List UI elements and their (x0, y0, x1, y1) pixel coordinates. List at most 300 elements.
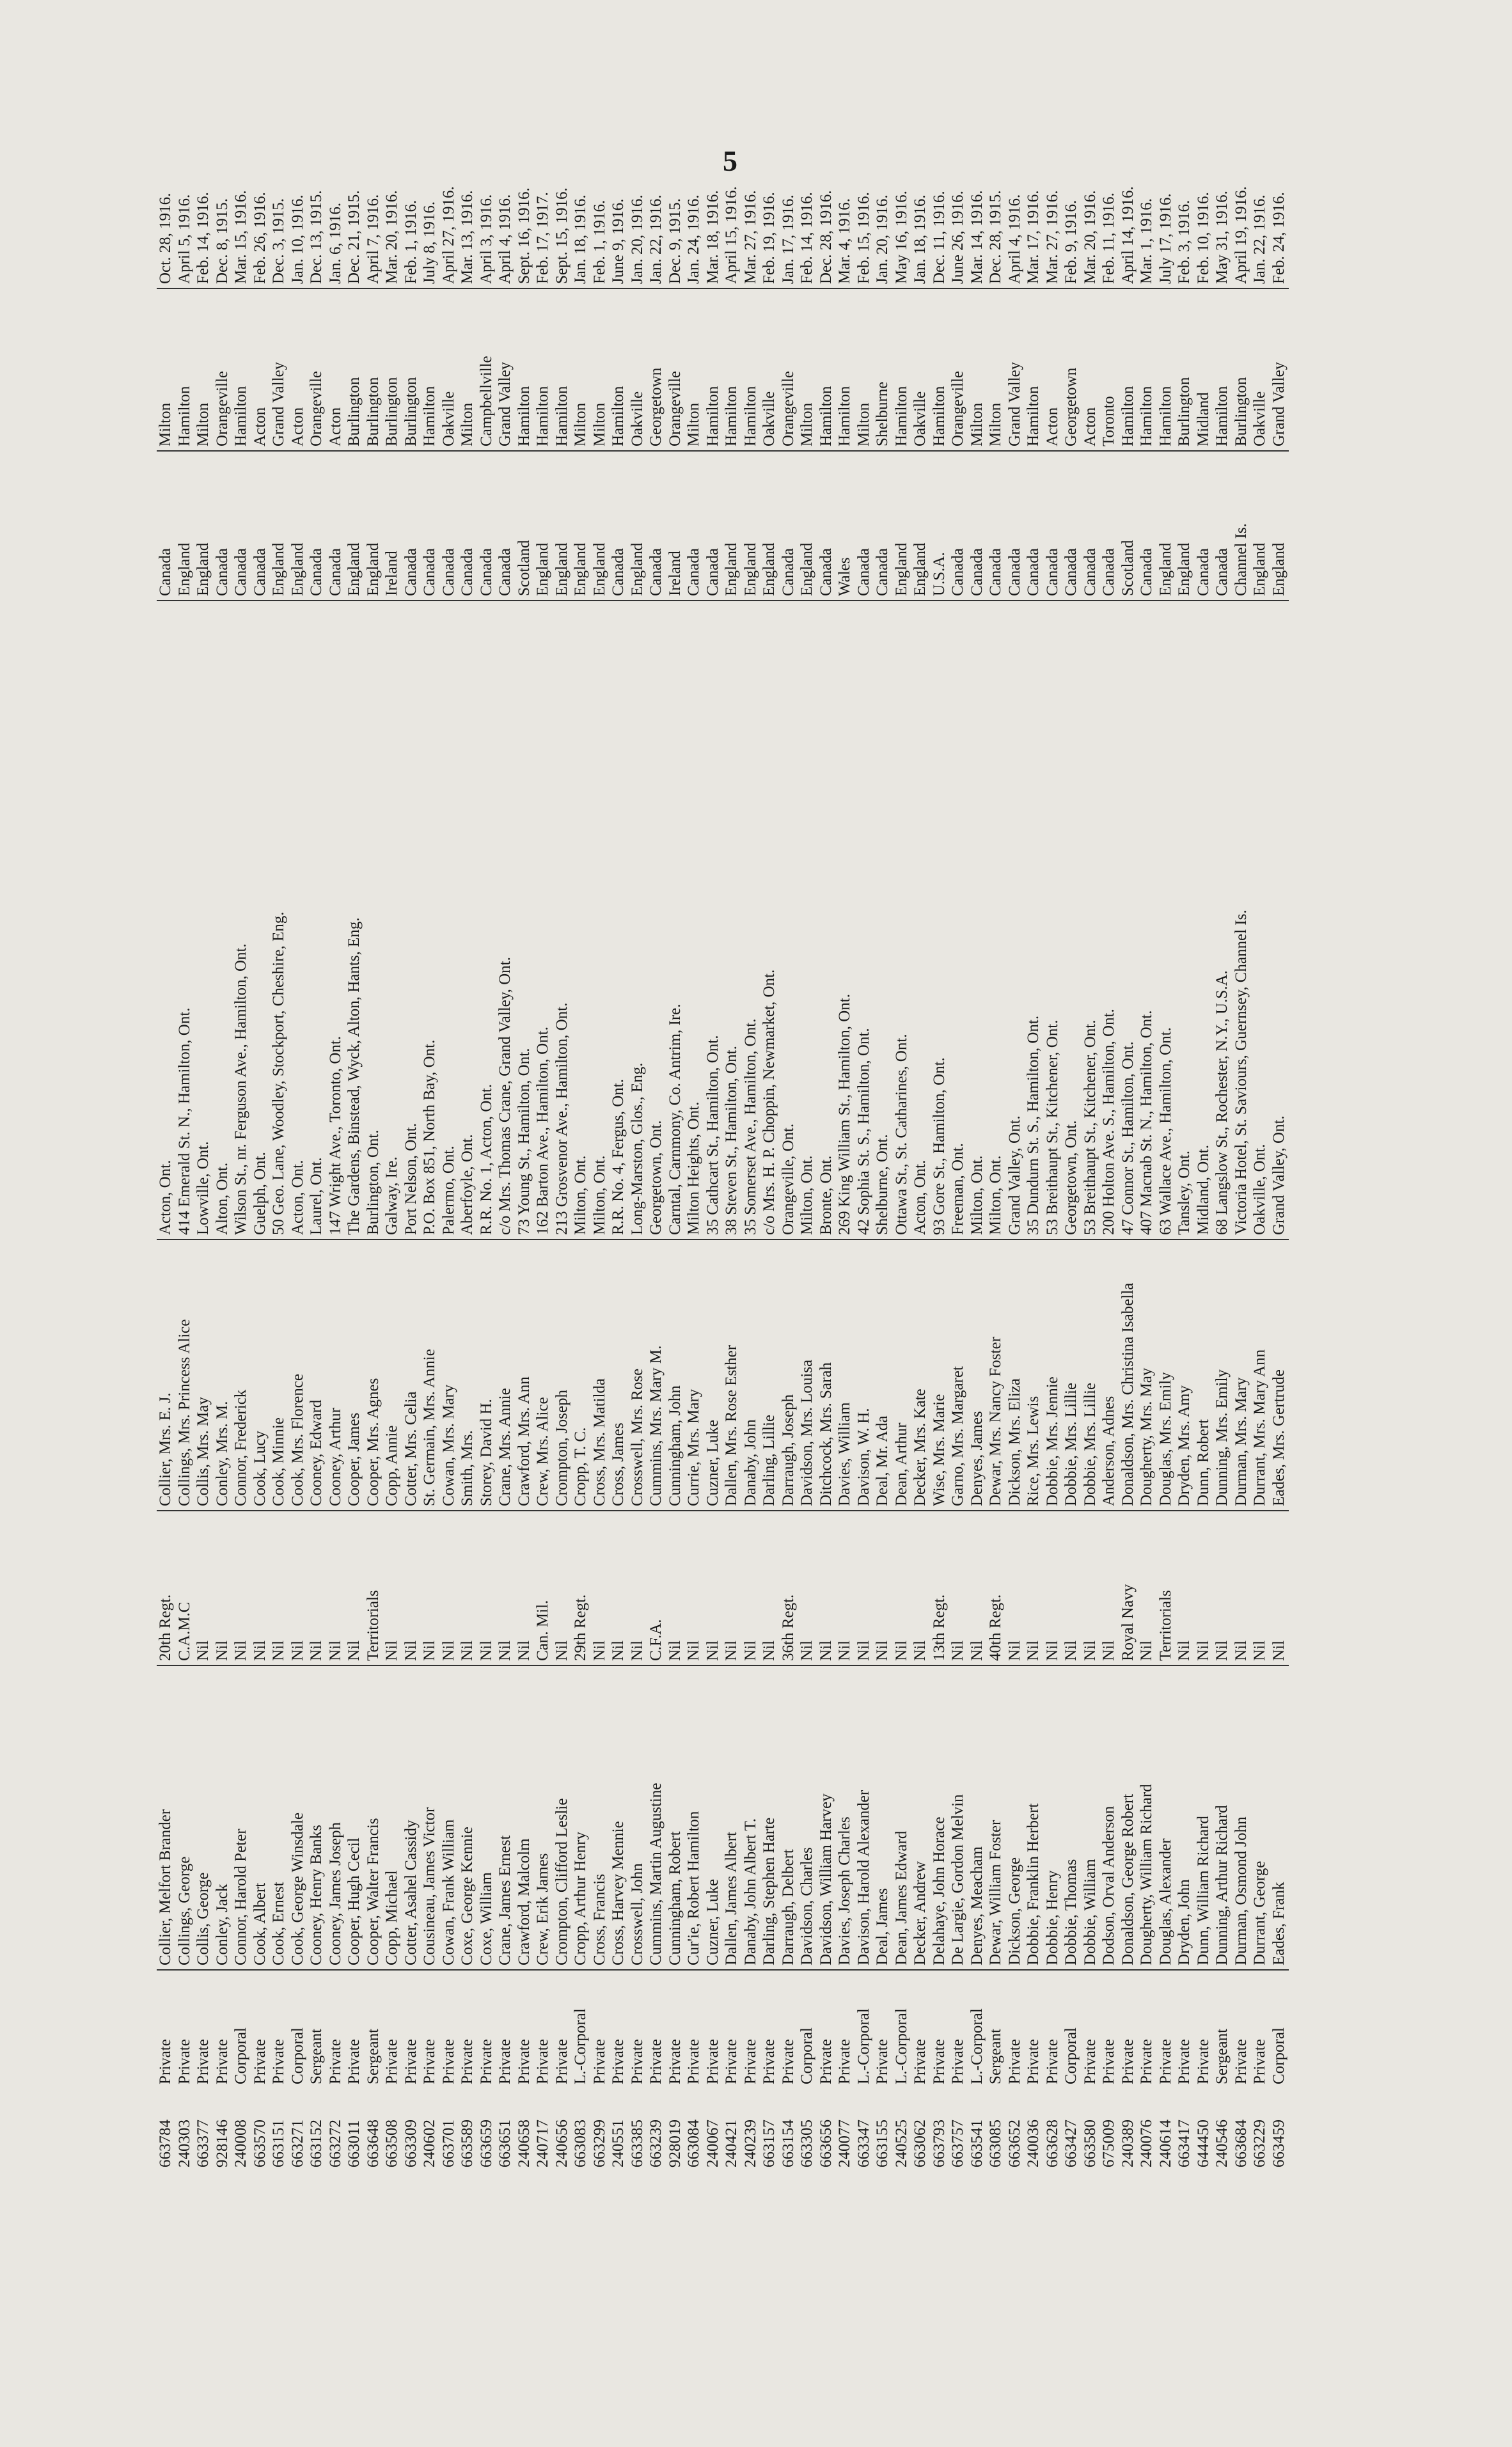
cell-place: Hamilton (704, 288, 723, 451)
cell-next-of-kin: Dean, Arthur (893, 1239, 912, 1511)
cell-rank: Private (1081, 2039, 1099, 2084)
cell-address: Victoria Hotel, St. Saviours, Guernsey, Channel Is. (1232, 601, 1252, 1239)
cell-rank: Private (421, 2039, 439, 2084)
table-row (931, 143, 950, 2171)
cell-unit: Nil (1270, 1511, 1289, 1665)
cell-rank: Private (817, 2039, 835, 2084)
cell-place: Milton (855, 288, 874, 451)
table-row (270, 143, 289, 2171)
cell-rank: Private (760, 2039, 778, 2084)
cell-next-of-kin: Dickson, Mrs. Eliza (1006, 1239, 1025, 1511)
cell-number: 663651 (496, 2120, 514, 2168)
cell-name: Denyes, Meacham (968, 1665, 988, 1970)
cell-rank: Private (1100, 2039, 1118, 2084)
cell-number: 663793 (930, 2120, 948, 2168)
cell-place: Toronto (1100, 288, 1119, 451)
cell-place: Milton (591, 288, 610, 451)
cell-unit: Nil (1138, 1511, 1157, 1665)
cell-name: Dallen, James Albert (723, 1665, 742, 1970)
table-row (289, 143, 308, 2171)
cell-place: Georgetown (1062, 288, 1082, 451)
cell-rank: Private (1176, 2039, 1193, 2084)
cell-rank: Private (383, 2039, 401, 2084)
cell-name: Copp, Michael (383, 1665, 402, 1970)
cell-unit: Nil (1062, 1511, 1082, 1665)
cell-unit: Nil (855, 1511, 874, 1665)
cell-place: Orangeville (780, 288, 799, 451)
cell-next-of-kin: Eades, Mrs. Gertrude (1270, 1239, 1289, 1511)
cell-number: 663701 (439, 2120, 457, 2168)
cell-unit: Nil (421, 1511, 440, 1665)
cell-rank: Private (459, 2039, 476, 2084)
cell-rank: Private (647, 2039, 665, 2084)
cell-rank: Private (723, 2039, 741, 2084)
cell-country: Canada (1062, 451, 1082, 601)
cell-number: 663508 (383, 2120, 401, 2168)
cell-name: Crew, Erik James (534, 1665, 553, 1970)
cell-next-of-kin: Dougherty, Mrs. May (1138, 1239, 1157, 1511)
table-row (760, 143, 780, 2171)
cell-address: Guelph, Ont. (251, 601, 271, 1239)
cell-place: Oakville (440, 288, 459, 451)
cell-date: Jan. 22, 1916. (647, 143, 666, 288)
cell-name: Cooney, Henry Banks (308, 1665, 327, 1970)
cell-number: 663648 (364, 2120, 382, 2168)
table-row (194, 143, 214, 2171)
cell-address: 407 Macnab St. N., Hamilton, Ont. (1138, 601, 1157, 1239)
cell-unit: Nil (402, 1511, 421, 1665)
cell-number: 240656 (553, 2120, 571, 2168)
cell-next-of-kin: Dallen, Mrs. Rose Esther (723, 1239, 742, 1511)
cell-unit: Nil (270, 1511, 289, 1665)
cell-name: Davidson, Charles (798, 1665, 817, 1970)
cell-rank: Private (251, 2039, 269, 2084)
table-row (968, 143, 988, 2171)
cell-place: Hamilton (553, 288, 572, 451)
cell-number: 663628 (1043, 2120, 1061, 2168)
cell-address: 35 Dundurn St. S., Hamilton, Ont. (1025, 601, 1044, 1239)
cell-date: July 8, 1916. (421, 143, 440, 288)
cell-unit: Nil (723, 1511, 742, 1665)
cell-place: Oakville (760, 288, 780, 451)
cell-place: Midland (1195, 288, 1214, 451)
cell-unit: Nil (685, 1511, 704, 1665)
cell-unit: Nil (214, 1511, 233, 1665)
cell-date: Sept. 16, 1916. (516, 143, 535, 288)
cell-date: April 4, 1916. (1006, 143, 1025, 288)
table-row (723, 143, 742, 2171)
cell-place: Hamilton (893, 288, 912, 451)
cell-place: Milton (968, 288, 988, 451)
cell-name: Delahaye, John Horace (931, 1665, 950, 1970)
cell-name: Cur'ie, Robert Hamilton (685, 1665, 704, 1970)
cell-name: Collis, George (194, 1665, 214, 1970)
cell-unit: Nil (1082, 1511, 1101, 1665)
cell-date: Mar. 13, 1916. (459, 143, 478, 288)
cell-next-of-kin: Cotter, Mrs. Celia (402, 1239, 421, 1511)
cell-address: 53 Breithaupt St., Kitchener, Ont. (1082, 601, 1101, 1239)
table-row (1138, 143, 1157, 2171)
cell-unit: Nil (1251, 1511, 1270, 1665)
cell-place: Orangeville (214, 288, 233, 451)
cell-name: Dryden, John (1176, 1665, 1195, 1970)
cell-rank: Private (741, 2039, 759, 2084)
cell-country: U.S.A. (931, 451, 950, 601)
cell-name: Cooper, Walter Francis (365, 1665, 384, 1970)
cell-place: Campbellville (478, 288, 497, 451)
cell-rank: Private (911, 2039, 929, 2084)
cell-country: England (760, 451, 780, 601)
cell-name: Cooper, Hugh Cecil (345, 1665, 365, 1970)
cell-number: 663385 (628, 2120, 646, 2168)
cell-next-of-kin: Dobbie, Mrs. Lillie (1062, 1239, 1082, 1511)
cell-next-of-kin: Garno, Mrs. Margaret (949, 1239, 968, 1511)
cell-place: Acton (289, 288, 308, 451)
cell-next-of-kin: Cummins, Mrs. Mary M. (647, 1239, 666, 1511)
table-row (308, 143, 327, 2171)
cell-name: Davison, Harold Alexander (855, 1665, 874, 1970)
cell-date: Dec. 3, 1915. (270, 143, 289, 288)
cell-rank: Private (270, 2039, 288, 2084)
table-row (949, 143, 968, 2171)
cell-country: Canada (1082, 451, 1101, 601)
cell-country: Channel Is. (1232, 451, 1252, 601)
cell-country: Canada (817, 451, 837, 601)
cell-unit: Nil (1100, 1511, 1119, 1665)
cell-number: 663580 (1081, 2120, 1099, 2168)
cell-name: Crane, James Ernest (496, 1665, 516, 1970)
cell-date: Mar. 17, 1916. (1025, 143, 1044, 288)
cell-address: Port Nelson, Ont. (402, 601, 421, 1239)
table-row (666, 143, 686, 2171)
cell-unit: Nil (629, 1511, 648, 1665)
cell-unit: Territorials (1157, 1511, 1176, 1665)
cell-name: Connor, Harold Peter (232, 1665, 251, 1970)
cell-unit: Nil (760, 1511, 780, 1665)
cell-date: Mar. 18, 1916. (704, 143, 723, 288)
cell-place: Shelburne (874, 288, 893, 451)
cell-address: 50 Geo. Lane, Woodley, Stockport, Cheshire, Eng. (270, 601, 289, 1239)
cell-number: 663541 (968, 2120, 986, 2168)
cell-number: 240076 (1138, 2120, 1156, 2168)
cell-place: Burlington (1176, 288, 1195, 451)
cell-date: April 14, 1916. (1119, 143, 1138, 288)
cell-next-of-kin: Dunning, Mrs. Emily (1213, 1239, 1232, 1511)
cell-next-of-kin: Davison, W. H. (855, 1239, 874, 1511)
cell-number: 240303 (175, 2120, 193, 2168)
cell-place: Burlington (345, 288, 365, 451)
cell-name: Cropp, Arthur Henry (572, 1665, 591, 1970)
cell-next-of-kin: Dunn, Robert (1195, 1239, 1214, 1511)
cell-unit: Nil (817, 1511, 837, 1665)
cell-number: 663659 (477, 2120, 495, 2168)
cell-place: Hamilton (836, 288, 855, 451)
cell-number: 663309 (402, 2120, 420, 2168)
cell-place: Hamilton (817, 288, 837, 451)
cell-unit: Nil (496, 1511, 516, 1665)
cell-unit: 29th Regt. (572, 1511, 591, 1665)
cell-place: Hamilton (1119, 288, 1138, 451)
cell-address: Alton, Ont. (214, 601, 233, 1239)
cell-country: Canada (157, 451, 176, 601)
table-row (496, 143, 516, 2171)
cell-country: England (365, 451, 384, 601)
cell-next-of-kin: Cook, Minnie (270, 1239, 289, 1511)
cell-unit: Nil (1232, 1511, 1252, 1665)
cell-rank: Private (515, 2039, 533, 2084)
cell-next-of-kin: Deal, Mr. Ada (874, 1239, 893, 1511)
cell-date: Oct. 28, 1916. (157, 143, 176, 288)
table-row (1044, 143, 1063, 2171)
cell-address: 162 Barton Ave., Hamilton, Ont. (534, 601, 553, 1239)
cell-unit: Nil (893, 1511, 912, 1665)
cell-address: Bronte, Ont. (817, 601, 837, 1239)
page-number: 5 (723, 145, 737, 177)
cell-date: Mar. 14, 1916. (968, 143, 988, 288)
cell-country: England (194, 451, 214, 601)
cell-rank: Private (496, 2039, 514, 2084)
cell-unit: Nil (742, 1511, 761, 1665)
cell-address: 414 Emerald St. N., Hamilton, Ont. (176, 601, 195, 1239)
cell-country: Canada (1213, 451, 1232, 601)
cell-next-of-kin: Cropp, T. C. (572, 1239, 591, 1511)
cell-rank: Private (874, 2039, 892, 2084)
cell-next-of-kin: Cook, Lucy (251, 1239, 271, 1511)
cell-name: Cook, Ernest (270, 1665, 289, 1970)
table-row (591, 143, 610, 2171)
cell-rank: Private (779, 2039, 797, 2084)
table-row (365, 143, 384, 2171)
cell-address: 73 Young St., Hamilton, Ont. (516, 601, 535, 1239)
cell-date: May 31, 1916. (1213, 143, 1232, 288)
cell-place: Hamilton (534, 288, 553, 451)
cell-name: Cowan, Frank William (440, 1665, 459, 1970)
cell-unit: Nil (874, 1511, 893, 1665)
cell-rank: Private (345, 2039, 363, 2084)
cell-country: Canada (327, 451, 346, 601)
cell-date: Feb. 1, 1916. (591, 143, 610, 288)
table-row (176, 143, 195, 2171)
cell-date: April 19, 1916. (1232, 143, 1252, 288)
table-row (1025, 143, 1044, 2171)
cell-date: Mar. 27, 1916. (1044, 143, 1063, 288)
cell-country: England (1251, 451, 1270, 601)
cell-next-of-kin: Collis, Mrs. May (194, 1239, 214, 1511)
cell-number: 928146 (213, 2120, 231, 2168)
cell-number: 663152 (308, 2120, 326, 2168)
cell-number: 663757 (949, 2120, 967, 2168)
cell-unit: Nil (911, 1511, 931, 1665)
cell-unit: Nil (383, 1511, 402, 1665)
cell-country: Canada (496, 451, 516, 601)
cell-country: England (591, 451, 610, 601)
cell-date: Feb. 26, 1916. (251, 143, 271, 288)
cell-place: Hamilton (742, 288, 761, 451)
cell-place: Oakville (911, 288, 931, 451)
cell-rank: Private (836, 2039, 854, 2084)
cell-name: Dewar, William Foster (987, 1665, 1006, 1970)
cell-next-of-kin: Durrant, Mrs. Mary Ann (1251, 1239, 1270, 1511)
cell-date: April 27, 1916. (440, 143, 459, 288)
cell-rank: L.-Corporal (968, 2008, 986, 2084)
cell-place: Milton (572, 288, 591, 451)
cell-country: England (534, 451, 553, 601)
cell-place: Orangeville (949, 288, 968, 451)
cell-unit: 40th Regt. (987, 1511, 1006, 1665)
table-row (345, 143, 365, 2171)
cell-country: England (176, 451, 195, 601)
cell-rank: Private (628, 2039, 646, 2084)
cell-number: 663083 (572, 2120, 590, 2168)
cell-address: R.R. No. 4, Fergus, Ont. (610, 601, 629, 1239)
cell-place: Hamilton (1138, 288, 1157, 451)
cell-rank: Private (1194, 2039, 1212, 2084)
cell-date: Jan. 20, 1916. (874, 143, 893, 288)
cell-country: England (798, 451, 817, 601)
cell-country: England (742, 451, 761, 601)
cell-name: Deal, James (874, 1665, 893, 1970)
cell-unit: Nil (1044, 1511, 1063, 1665)
cell-next-of-kin: Cooper, James (345, 1239, 365, 1511)
cell-place: Burlington (402, 288, 421, 451)
cell-next-of-kin: Decker, Mrs. Kate (911, 1239, 931, 1511)
cell-number: 663417 (1176, 2120, 1193, 2168)
cell-rank: Private (1251, 2039, 1269, 2084)
cell-unit: Nil (440, 1511, 459, 1665)
table-row (383, 143, 402, 2171)
table-row (1062, 143, 1082, 2171)
cell-address: Tansley, Ont. (1176, 601, 1195, 1239)
table-row (817, 143, 837, 2171)
cell-date: Mar. 15, 1916. (232, 143, 251, 288)
cell-country: Canada (987, 451, 1006, 601)
cell-address: 38 Steven St., Hamilton, Ont. (723, 601, 742, 1239)
cell-rank: Private (1156, 2039, 1174, 2084)
cell-unit: Nil (610, 1511, 629, 1665)
cell-unit: Nil (704, 1511, 723, 1665)
cell-date: June 9, 1916. (610, 143, 629, 288)
cell-next-of-kin: Cuzner, Luke (704, 1239, 723, 1511)
cell-date: Mar. 1, 1916. (1138, 143, 1157, 288)
cell-address: Milton, Ont. (798, 601, 817, 1239)
table-row (685, 143, 704, 2171)
cell-place: Hamilton (723, 288, 742, 451)
cell-date: Jan. 17, 1916. (780, 143, 799, 288)
cell-place: Acton (327, 288, 346, 451)
table-row (553, 143, 572, 2171)
cell-next-of-kin: Cunningham, John (666, 1239, 686, 1511)
table-row (1119, 143, 1138, 2171)
cell-number: 240036 (1025, 2120, 1043, 2168)
cell-date: Feb. 19, 1916. (760, 143, 780, 288)
cell-name: Cook, George Winsdale (289, 1665, 308, 1970)
cell-date: Feb. 3, 1916. (1176, 143, 1195, 288)
cell-number: 663784 (157, 2120, 175, 2168)
cell-country: Canada (855, 451, 874, 601)
cell-country: Scotland (1119, 451, 1138, 601)
cell-unit: C.F.A. (647, 1511, 666, 1665)
cell-unit: Nil (345, 1511, 365, 1665)
table-row (327, 143, 346, 2171)
cell-country: England (893, 451, 912, 601)
cell-address: Ottawa St., St. Catharines, Ont. (893, 601, 912, 1239)
cell-date: Dec. 8, 1915. (214, 143, 233, 288)
cell-name: Dickson, George (1006, 1665, 1025, 1970)
cell-number: 663570 (251, 2120, 269, 2168)
cell-number: 663271 (288, 2120, 306, 2168)
cell-rank: Private (439, 2039, 457, 2084)
table-row (1270, 143, 1289, 2171)
cell-next-of-kin: Cooper, Mrs. Agnes (365, 1239, 384, 1511)
cell-number: 240614 (1156, 2120, 1174, 2168)
cell-next-of-kin: Davies, William (836, 1239, 855, 1511)
cell-unit: C.A.M.C (176, 1511, 195, 1665)
cell-number: 240389 (1119, 2120, 1137, 2168)
cell-country: Canada (1195, 451, 1214, 601)
cell-date: Jan. 18, 1916. (572, 143, 591, 288)
cell-unit: Nil (666, 1511, 686, 1665)
cell-address: Acton, Ont. (157, 601, 176, 1239)
cell-name: Cunningham, Robert (666, 1665, 686, 1970)
cell-next-of-kin: Cowan, Mrs. Mary (440, 1239, 459, 1511)
cell-number: 663272 (326, 2120, 344, 2168)
table-row (987, 143, 1006, 2171)
cell-next-of-kin: Crosswell, Mrs. Rose (629, 1239, 648, 1511)
cell-name: Dunn, William Richard (1195, 1665, 1214, 1970)
cell-place: Orangeville (666, 288, 686, 451)
table-row (874, 143, 893, 2171)
cell-rank: Sergeant (364, 2028, 382, 2084)
cell-country: Canada (214, 451, 233, 601)
cell-unit: Nil (1213, 1511, 1232, 1665)
cell-next-of-kin: Crew, Mrs. Alice (534, 1239, 553, 1511)
cell-name: Cook, Albert (251, 1665, 271, 1970)
cell-place: Acton (251, 288, 271, 451)
cell-country: Canada (1025, 451, 1044, 601)
cell-number: 663085 (987, 2120, 1005, 2168)
cell-country: Canada (968, 451, 988, 601)
cell-rank: Private (213, 2039, 231, 2084)
cell-address: 68 Langslow St., Rochester, N.Y., U.S.A. (1213, 601, 1232, 1239)
cell-address: Acton, Ont. (911, 601, 931, 1239)
cell-address: Orangeville, Ont. (780, 601, 799, 1239)
cell-number: 240551 (610, 2120, 627, 2168)
cell-address: 42 Sophia St. S., Hamilton, Ont. (855, 601, 874, 1239)
cell-unit: 20th Regt. (157, 1511, 176, 1665)
cell-date: Dec. 28, 1916. (817, 143, 837, 288)
cell-rank: Private (553, 2039, 571, 2084)
cell-name: Dougherty, William Richard (1138, 1665, 1157, 1970)
cell-name: Dodson, Orval Anderson (1100, 1665, 1119, 1970)
cell-name: Darraugh, Delbert (780, 1665, 799, 1970)
cell-unit: Royal Navy (1119, 1511, 1138, 1665)
table-row (1251, 143, 1270, 2171)
cell-name: Davidson, William Harvey (817, 1665, 837, 1970)
cell-unit: Nil (478, 1511, 497, 1665)
cell-place: Milton (157, 288, 176, 451)
cell-number: 928019 (666, 2120, 684, 2168)
cell-country: Canada (308, 451, 327, 601)
cell-next-of-kin: Smith, Mrs. (459, 1239, 478, 1511)
cell-next-of-kin: Cooney, Edward (308, 1239, 327, 1511)
cell-place: Milton (685, 288, 704, 451)
cell-unit: Nil (232, 1511, 251, 1665)
cell-number: 644450 (1194, 2120, 1212, 2168)
cell-number: 663011 (345, 2120, 363, 2168)
cell-address: Shelburne, Ont. (874, 601, 893, 1239)
cell-date: Feb. 17, 1917. (534, 143, 553, 288)
cell-date: Mar. 20, 1916. (1082, 143, 1101, 288)
